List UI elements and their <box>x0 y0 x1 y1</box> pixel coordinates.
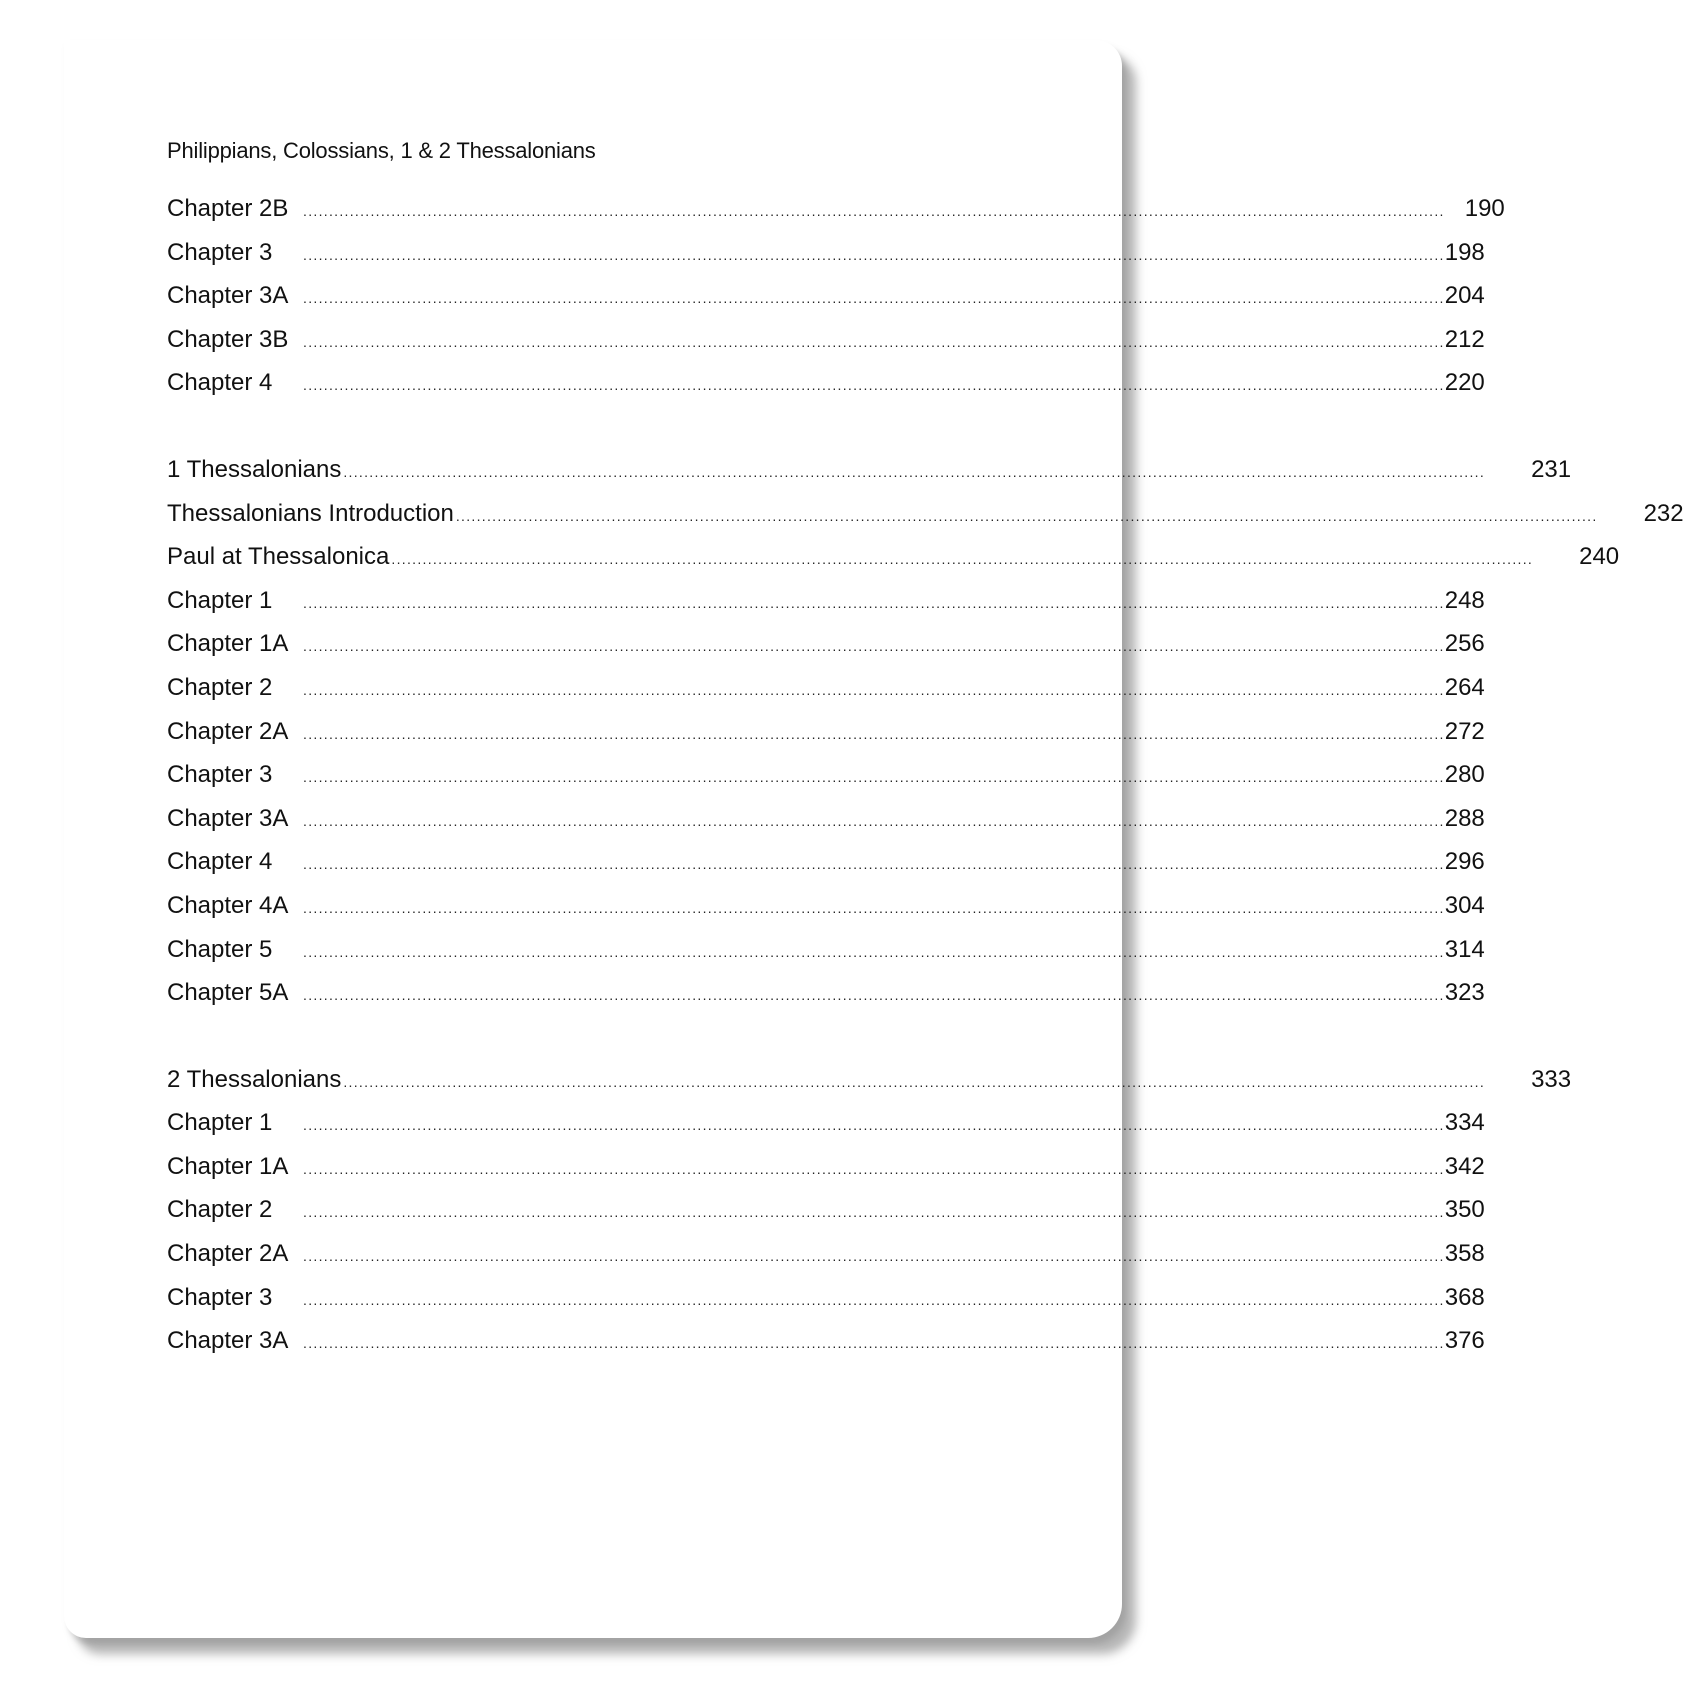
toc-entry-page-number: 240 <box>1579 543 1620 571</box>
dot-leader: ............................................................................................................................................................................................................................ <box>303 203 1445 219</box>
toc-entry-page-number: 358 <box>1444 1240 1485 1268</box>
toc-entry-title: Chapter 4 <box>167 369 273 397</box>
toc-entry-title: Chapter 5A <box>167 979 289 1007</box>
toc-entry <box>167 710 1485 754</box>
toc-entry-title: Chapter 1A <box>167 1152 289 1180</box>
toc-entry <box>167 753 1485 797</box>
dot-leader: ............................................................................................................................................................................................................................ <box>303 856 1445 873</box>
toc-entry-title: Paul at Thessalonica <box>167 543 390 571</box>
toc-entry-page-number: 248 <box>1444 586 1485 614</box>
toc-entry-page-number: 334 <box>1444 1109 1485 1137</box>
dot-leader: ............................................................................................................................................................................................................................ <box>343 463 1486 480</box>
dot-leader: ............................................................................................................................................................................................................................ <box>303 1248 1445 1265</box>
toc-entry-page-number: 198 <box>1444 238 1485 266</box>
toc-entry <box>167 579 1485 623</box>
dot-leader: ............................................................................................................................................................................................................................ <box>303 638 1445 655</box>
toc-entry-title: Chapter 3A <box>167 804 289 832</box>
toc-entry-title: 2 Thessalonians <box>167 1065 342 1093</box>
toc-entry <box>167 318 1485 362</box>
toc-entry-title: Chapter 3A <box>167 1327 289 1355</box>
dot-leader: ............................................................................................................................................................................................................................ <box>303 246 1445 263</box>
toc-entry-page-number: 220 <box>1444 369 1485 397</box>
dot-leader: ............................................................................................................................................................................................................................ <box>343 1073 1486 1090</box>
table-of-contents <box>167 136 1684 1363</box>
toc-entry <box>167 187 1505 231</box>
toc-entry-title: Chapter 1 <box>167 586 273 614</box>
toc-entry <box>167 274 1485 318</box>
toc-entry-title: Chapter 5 <box>167 935 273 963</box>
toc-entry-page-number: 368 <box>1444 1283 1485 1311</box>
toc-entry <box>167 840 1485 884</box>
dot-leader: ............................................................................................................................................................................................................................ <box>303 377 1445 394</box>
toc-entry-title: Chapter 4A <box>167 891 289 919</box>
toc-entry-page-number: 323 <box>1444 979 1485 1007</box>
dot-leader: ............................................................................................................................................................................................................................ <box>303 681 1445 698</box>
toc-entry-page-number: 264 <box>1444 673 1485 701</box>
toc-entry <box>167 1188 1485 1232</box>
toc-entry-page-number: 304 <box>1444 891 1485 919</box>
dot-leader: ............................................................................................................................................................................................................................ <box>303 899 1445 916</box>
toc-entry-page-number: 272 <box>1444 717 1485 745</box>
toc-entry-title: Chapter 2 <box>167 673 273 701</box>
toc-entry-title: 1 Thessalonians <box>167 455 342 483</box>
toc-entry <box>167 535 1620 579</box>
toc-entry-page-number: 342 <box>1444 1152 1485 1180</box>
toc-section <box>167 448 1684 1015</box>
dot-leader: ............................................................................................................................................................................................................................ <box>455 507 1598 524</box>
dot-leader: ............................................................................................................................................................................................................................ <box>303 987 1445 1004</box>
toc-entry-page-number: 350 <box>1444 1196 1485 1224</box>
document-page <box>64 40 1684 1638</box>
toc-entry <box>167 1058 1572 1102</box>
dot-leader: ............................................................................................................................................................................................................................ <box>303 290 1445 307</box>
dot-leader: ............................................................................................................................................................................................................................ <box>303 812 1445 829</box>
toc-section <box>167 1058 1572 1363</box>
toc-entry <box>167 1101 1485 1145</box>
toc-entry <box>167 361 1485 405</box>
toc-entry <box>167 492 1684 536</box>
dot-leader: ............................................................................................................................................................................................................................ <box>303 1291 1445 1308</box>
toc-entry-title: Chapter 3 <box>167 761 273 789</box>
toc-entry-page-number: 288 <box>1444 804 1485 832</box>
toc-entry-page-number: 333 <box>1531 1065 1572 1093</box>
running-head: Philippians, Colossians, 1 & 2 Thessalonians <box>167 138 596 163</box>
toc-entry <box>167 884 1485 928</box>
toc-entry-title: Chapter 1A <box>167 630 289 658</box>
toc-entry-title: Chapter 4 <box>167 848 273 876</box>
toc-section <box>167 187 1505 405</box>
toc-entry-title: Chapter 1 <box>167 1109 273 1137</box>
toc-entry-page-number: 204 <box>1444 282 1485 310</box>
toc-entry <box>167 1276 1485 1320</box>
dot-leader: ............................................................................................................................................................................................................................ <box>303 943 1445 960</box>
toc-entry-page-number: 231 <box>1531 455 1572 483</box>
toc-entry-title: Chapter 2B <box>167 195 289 222</box>
toc-entry-page-number: 212 <box>1444 325 1485 353</box>
dot-leader: ............................................................................................................................................................................................................................ <box>303 769 1445 786</box>
toc-entry <box>167 1145 1485 1189</box>
toc-entry-page-number: 296 <box>1444 848 1485 876</box>
toc-sections <box>167 187 1684 1363</box>
toc-entry-title: Chapter 2 <box>167 1196 273 1224</box>
toc-entry-title: Thessalonians Introduction <box>167 499 454 527</box>
toc-entry <box>167 1319 1485 1363</box>
toc-entry-title: Chapter 3B <box>167 325 289 353</box>
toc-entry-title: Chapter 2A <box>167 717 289 745</box>
toc-entry <box>167 666 1485 710</box>
toc-entry-title: Chapter 3 <box>167 1283 273 1311</box>
toc-entry <box>167 928 1485 972</box>
toc-entry-page-number: 232 <box>1643 499 1684 527</box>
dot-leader: ............................................................................................................................................................................................................................ <box>303 333 1445 350</box>
toc-entry <box>167 1232 1485 1276</box>
dot-leader: ............................................................................................................................................................................................................................ <box>303 1204 1445 1221</box>
toc-entry-title: Chapter 3A <box>167 282 289 310</box>
dot-leader: ............................................................................................................................................................................................................................ <box>303 725 1445 742</box>
dot-leader: ............................................................................................................................................................................................................................ <box>303 1335 1445 1352</box>
toc-entry <box>167 797 1485 841</box>
toc-entry <box>167 231 1485 275</box>
toc-entry-page-number: 376 <box>1444 1327 1485 1355</box>
toc-entry-title: Chapter 3 <box>167 238 273 266</box>
dot-leader: ............................................................................................................................................................................................................................ <box>303 1117 1445 1134</box>
toc-entry-page-number: 314 <box>1444 935 1485 963</box>
toc-entry <box>167 448 1572 492</box>
dot-leader: ............................................................................................................................................................................................................................ <box>303 594 1445 611</box>
toc-entry <box>167 971 1485 1015</box>
dot-leader: ............................................................................................................................................................................................................................ <box>303 1160 1445 1177</box>
toc-entry-page-number: 190 <box>1464 195 1505 222</box>
dot-leader: ............................................................................................................................................................................................................................ <box>391 551 1534 568</box>
toc-entry-page-number: 256 <box>1444 630 1485 658</box>
toc-entry-title: Chapter 2A <box>167 1240 289 1268</box>
toc-entry-page-number: 280 <box>1444 761 1485 789</box>
toc-entry <box>167 622 1485 666</box>
